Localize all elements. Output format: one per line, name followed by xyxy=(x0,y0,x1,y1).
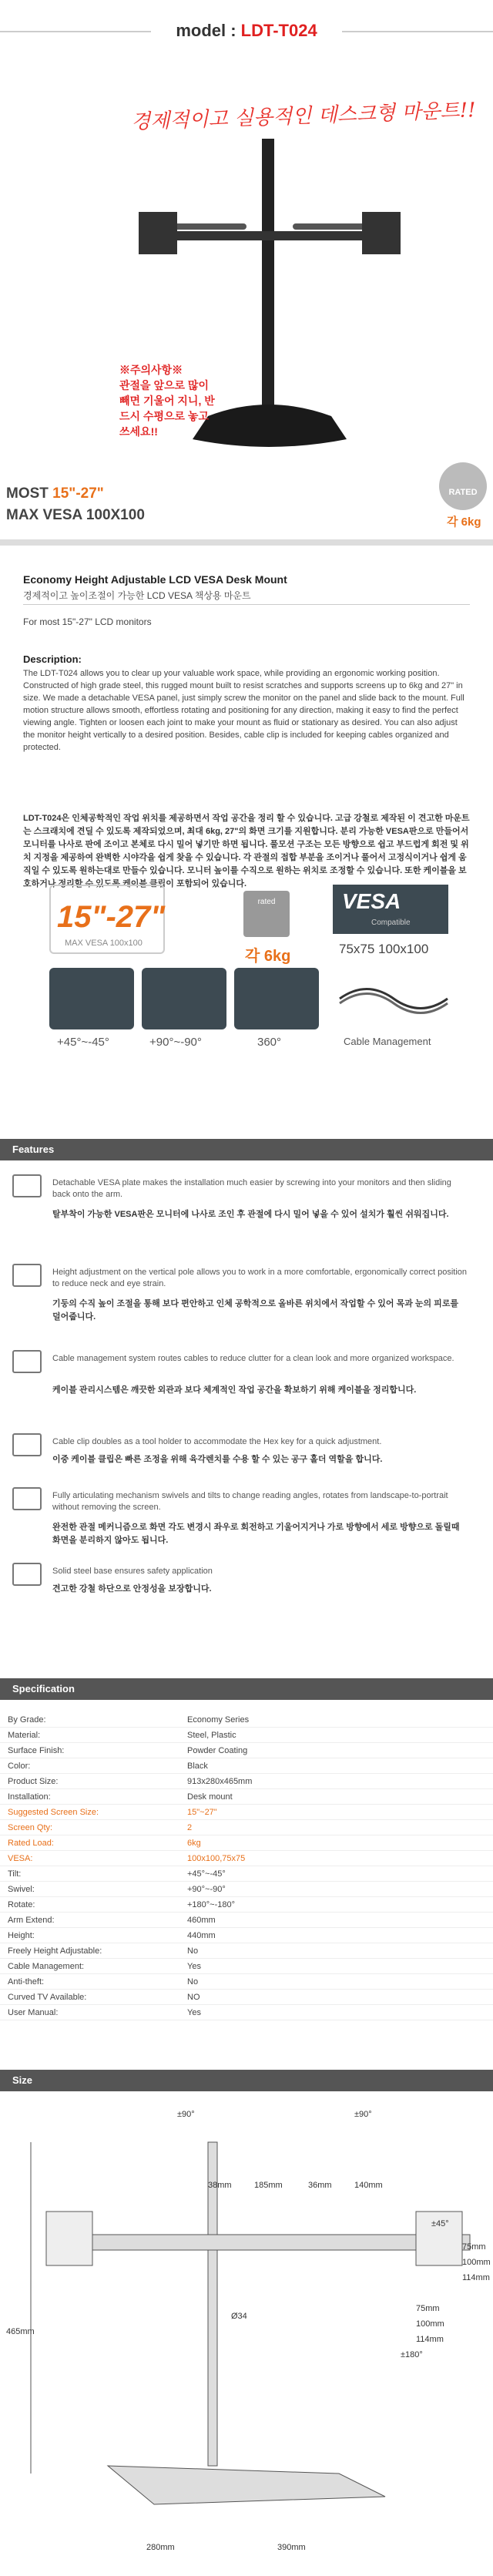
swivel-icon xyxy=(142,968,226,1029)
dimension-label: 114mm xyxy=(416,2335,444,2344)
feature-en: Cable management system routes cables to reduce clutter for a clean look and more organized workspace. xyxy=(52,1354,454,1363)
features-title: Features xyxy=(12,1144,55,1155)
spec-key: Rated Load: xyxy=(8,1839,54,1848)
hero-tagline: 경제적이고 실용적인 데스크형 마운트!! xyxy=(130,99,477,134)
spec-key: Color: xyxy=(8,1762,31,1771)
dimension-label: 185mm xyxy=(254,2181,283,2190)
product-title-ko: 경제적이고 높이조절이 가능한 LCD VESA 책상용 마운트 xyxy=(23,590,251,601)
spec-vesa-sub: MAX VESA 100x100 xyxy=(65,939,143,948)
spec-key: Rotate: xyxy=(8,1900,35,1909)
for-most: For most 15"-27" LCD monitors xyxy=(23,616,152,627)
dimension-label: 100mm xyxy=(416,2319,444,2329)
solid-base-icon xyxy=(12,1563,42,1586)
spec-table xyxy=(0,1712,493,2028)
dimension-label: 465mm xyxy=(6,2327,35,2336)
feature-ko: 기둥의 수직 높이 조절을 통해 보다 편안하고 인체 공학적으로 올바른 위치에서 작업할 수 있어 목과 눈의 피로를 덜어줍니다. xyxy=(52,1299,459,1322)
spec-value: 913x280x465mm xyxy=(187,1777,253,1786)
spec-row xyxy=(0,1851,493,1866)
dimension-label: 36mm xyxy=(308,2181,332,2190)
spec-key: VESA: xyxy=(8,1854,33,1863)
spec-row xyxy=(0,1835,493,1851)
spec-key: Curved TV Available: xyxy=(8,1993,87,2002)
spec-key: Material: xyxy=(8,1731,41,1740)
vesa-badge xyxy=(333,885,448,934)
spec-row xyxy=(0,1774,493,1789)
cable-label: Cable Management xyxy=(344,1036,431,1047)
spec-key: Tilt: xyxy=(8,1869,22,1879)
spec-row xyxy=(0,1866,493,1882)
dimension-label: ±90° xyxy=(354,2110,372,2119)
description-heading: Description: xyxy=(23,653,82,665)
swivel-label: +90°~-90° xyxy=(149,1036,202,1049)
caution-note-text: ※주의사항※ 관절을 앞으로 많이 빼면 기울어 지니, 반드시 수평으로 놓고 쓰세요!! xyxy=(119,364,215,438)
spec-key: Product Size: xyxy=(8,1777,59,1786)
spec-row xyxy=(0,1928,493,1943)
spec-value: Black xyxy=(187,1762,208,1771)
dimension-label: ±90° xyxy=(177,2110,195,2119)
height-adjust-icon xyxy=(12,1264,42,1287)
feature-ko: 완전한 관절 메커니즘으로 화면 각도 변경시 좌우로 회전하고 기울어지거나 가로 방향에서 세로 방향으로 돌릴때 화면을 분리하지 않아도 됩니다. xyxy=(52,1523,460,1545)
spec-row xyxy=(0,2005,493,2020)
spec-row xyxy=(0,1959,493,1974)
product-title-en: Economy Height Adjustable LCD VESA Desk Mount xyxy=(23,573,287,586)
spec-value: Desk mount xyxy=(187,1792,233,1802)
spec-weight: 각 6kg xyxy=(245,948,291,965)
spec-row xyxy=(0,1712,493,1728)
size-diagram xyxy=(15,2111,485,2543)
dimension-label: ±45° xyxy=(431,2219,449,2228)
spec-value: 6kg xyxy=(187,1839,201,1848)
rotate-label: 360° xyxy=(257,1036,282,1049)
spec-value: Yes xyxy=(187,1962,201,1971)
spec-value: No xyxy=(187,1977,199,1987)
spec-row xyxy=(0,1758,493,1774)
cable-clip-icon xyxy=(12,1433,42,1456)
feature-en: Detachable VESA plate makes the installation much easier by screwing into your monitors and then sliding back onto the arm. xyxy=(52,1178,451,1199)
feature-en: Solid steel base ensures safety application xyxy=(52,1567,213,1576)
spec-row xyxy=(0,1943,493,1959)
dimension-label: 114mm xyxy=(462,2273,490,2282)
hero-size-value: 15"-27" xyxy=(52,485,104,502)
spec-value: +90°~-90° xyxy=(187,1885,226,1894)
spec-row xyxy=(0,1990,493,2005)
size-title: Size xyxy=(12,2074,33,2086)
description-ko: LDT-T024은 인체공학적인 작업 위치를 제공하면서 작업 공간을 정리 할 수 있습니다. 고급 강철로 제작된 이 견고한 마운트는 스크래치에 견딜 수 있도록 제작되었으며, 최대 6kg, 27"의 화면 크기를 지원합니다. 분리 가능한 VESA판으로 만들어서 모니터를 나사로 판에 조이고 본체로 다시 밀어 넣기만 하면 됩니다. 풀모션 구조는 모든 방향으로 쉽고 부드럽게 회전 및 위치 지정을 제공하여 완벽한 시야각을 쉽게 찾을 수 있습니다. 각 관절의 접합 부분을 조이거나 풀어서 고정식이거나 쉽게 움직일 수 있도록 원하는대로 만들수 있습니다. 모니터 높이를 수직으로 원하는 위치로 조정할 수 있습니다. 또한 케이블을 보호하거나 정리할 수 있도록 케이블 클립이 포함되어 있습니다. xyxy=(23,814,470,888)
vesa-plate-icon xyxy=(12,1174,42,1197)
dimension-label: 280mm xyxy=(146,2543,175,2552)
weight-icon xyxy=(243,891,290,937)
spec-value: No xyxy=(187,1946,199,1956)
rated-weight-icon xyxy=(439,462,487,510)
vesa-sizes: 75x75 100x100 xyxy=(339,942,429,956)
model-value: LDT-T024 xyxy=(240,21,317,40)
articulating-icon xyxy=(12,1487,42,1510)
dimension-label: 38mm xyxy=(208,2181,232,2190)
spec-key: By Grade: xyxy=(8,1715,46,1725)
dimension-label: 140mm xyxy=(354,2181,383,2190)
spec-row xyxy=(0,1805,493,1820)
spec-key: Arm Extend: xyxy=(8,1916,55,1925)
spec-value: 15"~27" xyxy=(187,1808,217,1817)
description-en: The LDT-T024 allows you to clear up your valuable work space, while providing an ergonomic working position. Constructed of high grade steel, this rugged mount built to resist scratches and supports screens up to 6kg and 27" in size. We made a detachable VESA panel, just simply screw the monitor on the panel and slide back to the mount. Full motion structure allows smooth, effortless rotating and positioning for any direction, making it easy to find the perfect viewing angle. Tighten or loosen each joint to make your mount as fluid or stationary as desired. You can also adjust the monitor height vertically to a desired position. Besides, cable clip is included for keeping cables organized and protected. xyxy=(23,669,464,752)
spec-key: Height: xyxy=(8,1931,35,1940)
spec-value: 2 xyxy=(187,1823,193,1832)
spec-value: NO xyxy=(187,1993,200,2002)
dimension-label: 75mm xyxy=(462,2242,486,2252)
vesa-title: VESA xyxy=(342,889,401,913)
spec-value: +45°~-45° xyxy=(187,1869,226,1879)
spec-row xyxy=(0,1882,493,1897)
spec-row xyxy=(0,1974,493,1990)
spec-row xyxy=(0,1743,493,1758)
spec-row xyxy=(0,1820,493,1835)
hero-size-prefix: MOST xyxy=(6,485,53,502)
spec-value: Steel, Plastic xyxy=(187,1731,236,1740)
dimension-label: 390mm xyxy=(277,2543,306,2552)
spec-value: 460mm xyxy=(187,1916,216,1925)
hero-size xyxy=(6,485,104,502)
dimension-label: 100mm xyxy=(462,2258,491,2267)
hero-weight: 각 6kg xyxy=(447,516,481,529)
caution-note xyxy=(119,362,220,439)
spec-value: Yes xyxy=(187,2008,201,2017)
cable-management-icon xyxy=(12,1350,42,1373)
cable-management-graphic xyxy=(336,976,451,1022)
spec-row xyxy=(0,1789,493,1805)
spec-row xyxy=(0,1897,493,1913)
spec-value: 100x100,75x75 xyxy=(187,1854,246,1863)
spec-key: Freely Height Adjustable: xyxy=(8,1946,102,1956)
tilt-label: +45°~-45° xyxy=(57,1036,109,1049)
specification-title: Specification xyxy=(12,1683,75,1694)
spec-value: Powder Coating xyxy=(187,1746,248,1755)
rated-label: RATED xyxy=(448,488,478,497)
specification-section-bar xyxy=(0,1678,493,1700)
spec-key: Cable Management: xyxy=(8,1962,85,1971)
feature-ko: 견고한 강철 하단으로 안정성을 보장합니다. xyxy=(52,1584,212,1594)
spec-row xyxy=(0,1913,493,1928)
spec-row xyxy=(0,1728,493,1743)
feature-en: Height adjustment on the vertical pole allows you to work in a more comfortable, ergonomically correct position to reduce neck and eye strain. xyxy=(52,1268,468,1288)
spec-key: Swivel: xyxy=(8,1885,35,1894)
spec-key: Installation: xyxy=(8,1792,51,1802)
size-section-bar xyxy=(0,2070,493,2091)
rotate-icon xyxy=(234,968,319,1029)
dimension-label: 75mm xyxy=(416,2304,440,2313)
feature-ko: 탈부착이 가능한 VESA판은 모니터에 나사로 조인 후 관절에 다시 밀어 넣을 수 있어 설치가 훨씬 쉬워집니다. xyxy=(52,1210,449,1219)
feature-ko: 이중 케이블 클립은 빠른 조정을 위해 육각렌치를 수용 할 수 있는 공구 홀더 역할을 합니다. xyxy=(52,1455,383,1464)
model-title xyxy=(151,15,342,46)
tilt-icon xyxy=(49,968,134,1029)
spec-key: Surface Finish: xyxy=(8,1746,65,1755)
dimension-label: Ø34 xyxy=(231,2312,247,2321)
rated-tag: rated xyxy=(257,898,276,906)
feature-ko: 케이블 관리시스템은 깨끗한 외관과 보다 체계적인 작업 공간을 확보하기 위해 케이블을 정리합니다. xyxy=(52,1385,417,1395)
spec-value: +180°~-180° xyxy=(187,1900,236,1909)
features-section-bar xyxy=(0,1139,493,1160)
feature-en: Fully articulating mechanism swivels and tilts to change reading angles, rotates from landscape-to-portrait without removing the screen. xyxy=(52,1491,448,1512)
spec-key: User Manual: xyxy=(8,2008,59,2017)
spec-key: Anti-theft: xyxy=(8,1977,45,1987)
spec-size: 15"-27" xyxy=(57,900,166,934)
title-rule xyxy=(23,604,470,605)
divider xyxy=(0,539,493,546)
hero-vesa: MAX VESA 100X100 xyxy=(6,507,145,523)
spec-key: Suggested Screen Size: xyxy=(8,1808,99,1817)
feature-en: Cable clip doubles as a tool holder to accommodate the Hex key for a quick adjustment. xyxy=(52,1437,382,1446)
spec-value: Economy Series xyxy=(187,1715,250,1725)
spec-value: 440mm xyxy=(187,1931,216,1940)
spec-key: Screen Qty: xyxy=(8,1823,53,1832)
dimension-label: ±180° xyxy=(401,2350,423,2359)
model-label: model : xyxy=(176,21,241,40)
vesa-compat: Compatible xyxy=(371,919,411,927)
